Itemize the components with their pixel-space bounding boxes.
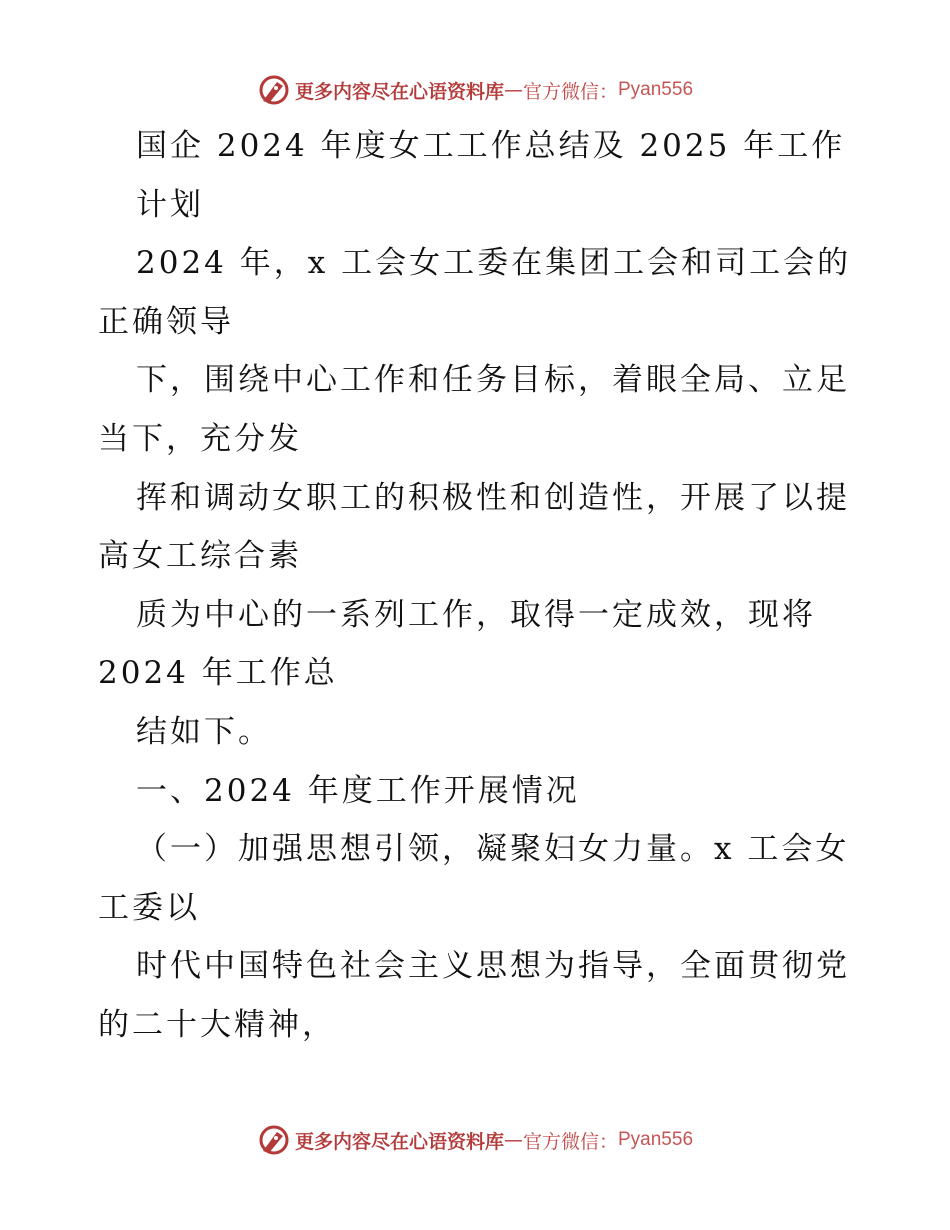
paragraph-line: 工委以 <box>98 889 200 926</box>
paragraph-line: 高女工综合素 <box>98 538 302 575</box>
pen-nib-icon <box>257 73 291 107</box>
paragraph-line: 2024 年工作总 <box>98 655 338 692</box>
paragraph-line: 正确领导 <box>98 303 234 340</box>
banner-dash: — <box>503 1129 523 1151</box>
banner-wechat-id: Pyan556 <box>618 1129 694 1150</box>
banner-dash: — <box>503 79 523 101</box>
paragraph-line: 的二十大精神， <box>98 1006 336 1043</box>
banner-text: 更多内容尽在心语资料库 <box>294 1130 504 1153</box>
banner-wechat-label: 官方微信： <box>522 80 618 103</box>
footer-watermark-banner <box>0 1118 950 1162</box>
paragraph-line: 结如下。 <box>136 713 272 750</box>
paragraph-line: 当下，充分发 <box>98 420 302 457</box>
pen-nib-icon <box>257 1123 291 1157</box>
header-watermark-banner <box>0 68 950 112</box>
paragraph-line: 质为中心的一系列工作，取得一定成效，现将 <box>136 596 816 633</box>
paragraph-line: 2024 年，x 工会女工委在集团工会和司工会的 <box>136 245 852 282</box>
subsection-heading-line: （一）加强思想引领，凝聚妇女力量。x 工会女 <box>136 831 850 868</box>
document-title-line: 国企 2024 年度女工工作总结及 2025 年工作 <box>136 128 846 164</box>
paragraph-line: 挥和调动女职工的积极性和创造性，开展了以提 <box>136 479 850 516</box>
banner-wechat-label: 官方微信： <box>522 1130 618 1153</box>
banner-text: 更多内容尽在心语资料库 <box>294 80 504 103</box>
document-body <box>98 117 858 1055</box>
paragraph-line: 时代中国特色社会主义思想为指导，全面贯彻党 <box>136 948 850 985</box>
paragraph-line: 下，围绕中心工作和任务目标，着眼全局、立足 <box>136 362 850 399</box>
section-heading: 一、2024 年度工作开展情况 <box>136 772 580 809</box>
document-title-line: 计划 <box>136 186 204 223</box>
banner-wechat-id: Pyan556 <box>618 79 694 100</box>
